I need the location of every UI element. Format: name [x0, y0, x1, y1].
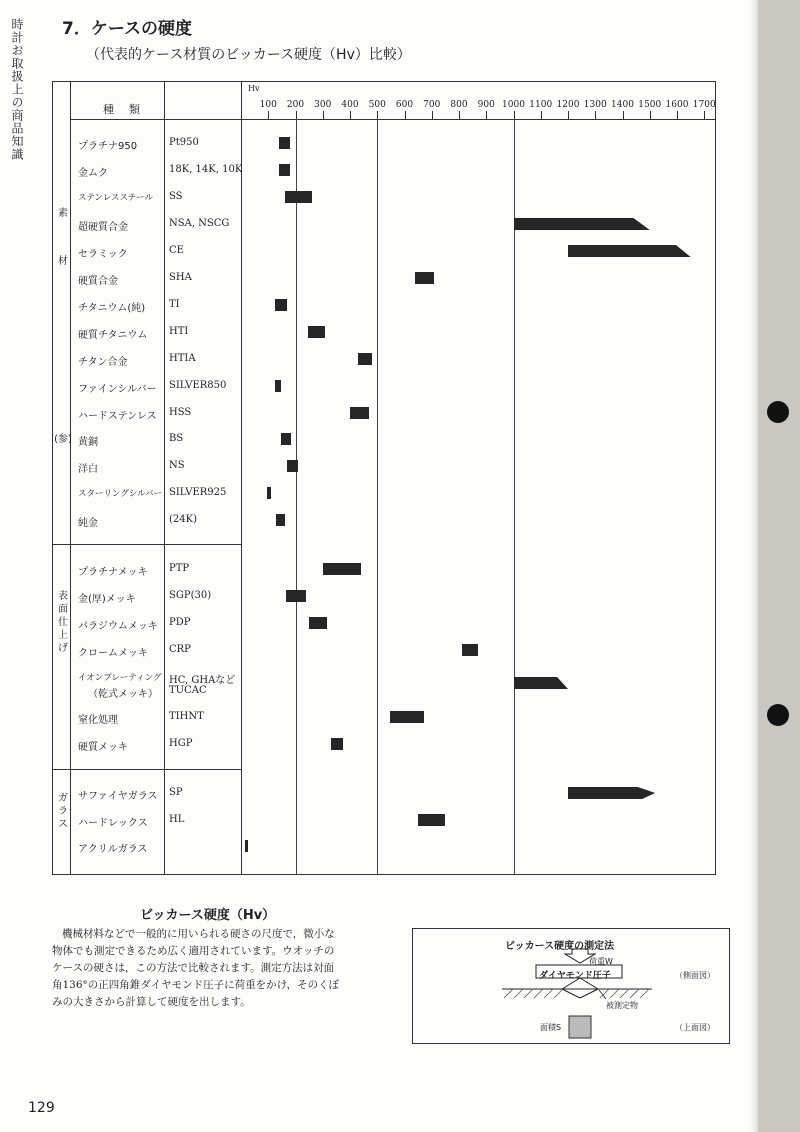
row-name: ファインシルバー	[78, 384, 157, 395]
row-name: イオンプレーティング	[78, 673, 162, 683]
tick-label: 100	[259, 100, 277, 110]
hardness-bar	[287, 460, 298, 472]
hardness-bar	[281, 433, 292, 445]
row-code: NSA, NSCG	[169, 218, 230, 229]
tick-label: 200	[286, 100, 305, 110]
tick-label: 300	[314, 100, 332, 110]
tick-mark	[595, 111, 596, 119]
row-code: NS	[169, 460, 185, 471]
indenter-label: ダイヤモンド圧子	[539, 971, 611, 981]
tick-mark	[459, 111, 460, 119]
tick-mark	[377, 111, 378, 119]
row-name-line2: （乾式メッキ）	[88, 689, 158, 700]
tick-mark	[405, 111, 406, 119]
tick-label: 400	[341, 100, 359, 110]
axis-unit: Hv	[248, 84, 260, 93]
code-column-divider	[241, 81, 242, 875]
tick-mark	[296, 111, 297, 119]
tick-mark	[432, 111, 433, 119]
row-name: 超硬質合金	[78, 222, 128, 233]
row-name: 硬質メッキ	[78, 742, 128, 753]
tick-label: 1700	[692, 100, 716, 110]
group-label-surface: 表 面 仕 上 げ	[58, 591, 68, 654]
tick-label: 800	[450, 100, 468, 110]
tick-mark	[268, 111, 269, 119]
tick-mark	[677, 111, 678, 119]
row-name: プラチナメッキ	[78, 567, 148, 578]
row-name: 金(厚)メッキ	[78, 594, 136, 605]
hardness-bar	[275, 380, 280, 392]
page-number: 129	[28, 1100, 55, 1116]
area-label: 面積S	[540, 1023, 562, 1032]
row-code: PTP	[169, 563, 190, 574]
side-label: 時計お取扱上の商品知識	[10, 18, 24, 161]
hardness-bar	[462, 644, 478, 656]
row-code: HTIA	[169, 353, 196, 364]
vickers-line: ケースの硬さは，この方法で比較されます。測定方法は対面	[52, 962, 335, 974]
row-code: PDP	[169, 617, 191, 628]
tick-label: 1100	[529, 100, 553, 110]
row-name: スターリングシルバー	[78, 489, 163, 499]
page-edge	[758, 0, 800, 1132]
row-code: (24K)	[169, 514, 197, 525]
hardness-bar	[245, 840, 248, 852]
group-label-reference: (参)	[54, 434, 72, 445]
tick-label: 600	[395, 100, 414, 110]
hardness-bar	[279, 164, 290, 176]
row-name: プラチナ950	[78, 141, 138, 152]
row-code: TI	[169, 299, 180, 310]
row-name: 金ムク	[78, 168, 108, 179]
tick-mark	[486, 111, 487, 119]
row-code: SHA	[169, 272, 192, 283]
hardness-bar	[418, 814, 445, 826]
row-code: TIHNT	[169, 711, 204, 722]
row-name: セラミック	[78, 249, 128, 260]
row-code: HGP	[169, 738, 193, 749]
tick-mark	[541, 111, 542, 119]
hardness-bar	[514, 218, 650, 230]
vickers-body	[52, 926, 390, 1011]
hardness-bar	[568, 245, 691, 257]
tick-mark	[650, 111, 651, 119]
gridline	[514, 119, 515, 874]
row-code: SP	[169, 787, 183, 798]
row-code: HSS	[169, 407, 192, 418]
punch-hole-upper	[767, 401, 789, 423]
hardness-bar	[350, 407, 369, 419]
row-name: 窒化処理	[78, 715, 118, 726]
tick-label: 900	[477, 100, 495, 110]
vickers-line: みの大きさから計算して硬度を出します。	[52, 996, 251, 1008]
vickers-line: 物体でも測定できるため広く適用されています。ウオッチの	[52, 945, 335, 957]
row-code: 18K, 14K, 10K	[169, 164, 243, 175]
diagram-title: ビッカース硬度の測定法	[505, 941, 615, 952]
row-name: ステンレススチール	[78, 193, 154, 203]
tick-label: 1200	[556, 100, 580, 110]
row-name: アクリルガラス	[78, 844, 148, 855]
row-code: HL	[169, 814, 185, 825]
row-name: 硬質チタニウム	[78, 330, 148, 341]
gridline	[377, 119, 378, 874]
hardness-bar	[285, 191, 312, 203]
tick-mark	[623, 111, 624, 119]
row-name: 黄銅	[78, 437, 98, 448]
hardness-bar	[279, 137, 290, 149]
row-name: 洋白	[78, 464, 98, 475]
tick-label: 1000	[502, 100, 525, 110]
row-code: SS	[169, 191, 183, 202]
vickers-line: 機械材料などで一般的に用いられる硬さの尺度で，微小な	[62, 928, 335, 940]
group-label-glass: ガ ラ ス	[58, 793, 68, 830]
tick-label: 1300	[583, 100, 607, 110]
load-label: 荷重W	[589, 957, 613, 966]
punch-hole-lower	[767, 704, 789, 726]
vickers-title: ビッカース硬度（Hv）	[140, 908, 276, 923]
group-divider-2	[52, 769, 241, 770]
row-name: 硬質合金	[78, 276, 118, 287]
row-code: HC, GHAなど	[169, 675, 236, 686]
hardness-bar	[358, 353, 372, 365]
tick-label: 1500	[638, 100, 662, 110]
top-view-label: （上面図）	[675, 1023, 715, 1032]
hardness-bar	[331, 738, 343, 750]
row-code: SILVER850	[169, 380, 227, 391]
row-code: SILVER925	[169, 487, 227, 498]
tick-label: 1600	[665, 100, 689, 110]
row-name: ハードステンレス	[78, 411, 157, 422]
row-name: サファイヤガラス	[78, 791, 158, 802]
row-code-line2: TUCAC	[169, 685, 207, 696]
specimen-label: 被測定物	[606, 1001, 638, 1010]
section-subtitle: （代表的ケース材質のビッカース硬度（Hv）比較）	[86, 47, 411, 63]
tick-label: 1400	[611, 100, 634, 110]
row-name: チタニウム(純)	[78, 303, 146, 314]
row-name: パラジウムメッキ	[78, 621, 158, 632]
hardness-bar	[568, 787, 655, 799]
area-square	[569, 1016, 591, 1038]
hardness-bar	[286, 590, 306, 602]
tick-mark	[350, 111, 351, 119]
tick-mark	[514, 111, 515, 119]
hardness-bar	[275, 299, 287, 311]
group-column-divider	[70, 81, 71, 875]
name-column-divider	[164, 81, 165, 875]
vickers-line: 角136°の正四角錐ダイヤモンド圧子に荷重をかけ，そのくぼ	[52, 979, 340, 991]
row-name: クロームメッキ	[78, 648, 148, 659]
hardness-bar	[276, 514, 284, 526]
tick-mark	[323, 111, 324, 119]
tick-mark	[568, 111, 569, 119]
row-code: HTI	[169, 326, 189, 337]
hardness-bar	[390, 711, 424, 723]
row-code: Pt950	[169, 137, 199, 148]
row-code: CRP	[169, 644, 191, 655]
row-name: 純金	[78, 518, 98, 529]
gridline	[296, 119, 297, 874]
tick-mark	[704, 111, 705, 119]
tick-label: 500	[368, 100, 386, 110]
hardness-bar	[415, 272, 434, 284]
row-name: ハードレックス	[78, 818, 148, 829]
row-code: SGP(30)	[169, 590, 212, 601]
header-divider	[70, 119, 716, 120]
tick-label: 700	[423, 100, 441, 110]
hardness-bar	[267, 487, 271, 499]
row-code: BS	[169, 433, 184, 444]
group-label-material: 素 材	[58, 208, 68, 267]
side-view-label: （側面図）	[675, 971, 715, 980]
hardness-bar	[308, 326, 326, 338]
hardness-bar	[309, 617, 327, 629]
row-code: CE	[169, 245, 184, 256]
header-kind: 種 類	[103, 103, 142, 116]
row-name: チタン合金	[78, 357, 128, 368]
hardness-bar	[323, 563, 361, 575]
group-divider-1	[52, 544, 241, 545]
section-title: 7．ケースの硬度	[62, 19, 192, 39]
